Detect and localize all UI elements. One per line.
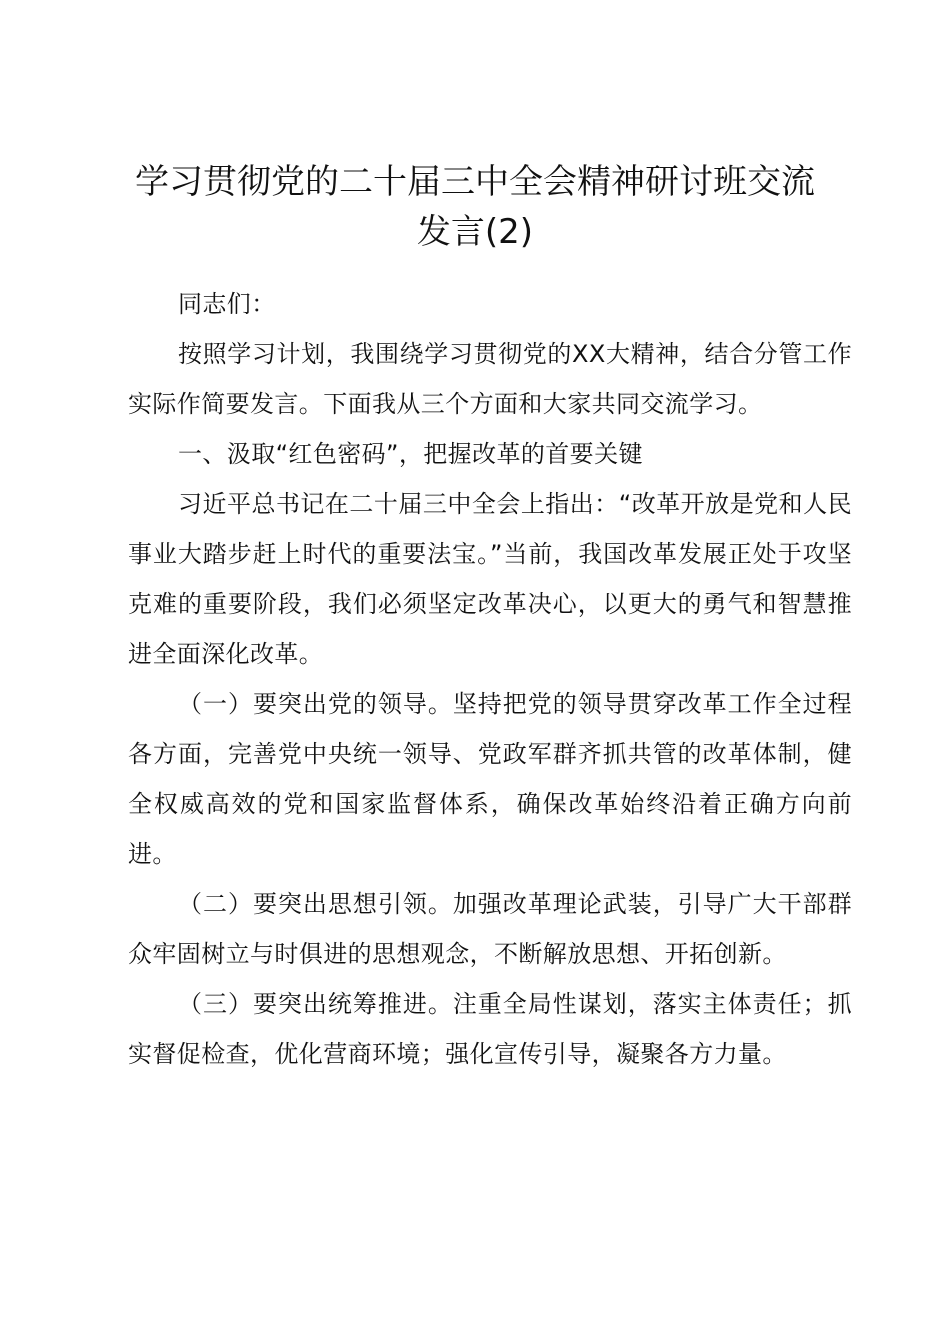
paragraph-point-3: （三）要突出统筹推进。注重全局性谋划，落实主体责任；抓实督促检查，优化营商环境；强化宣传引导，凝聚各方力量。: [128, 990, 852, 1068]
paragraph-intro: 按照学习计划，我围绕学习贯彻党的XX大精神，结合分管工作实际作简要发言。下面我从三个方面和大家共同交流学习。: [128, 340, 852, 418]
paragraph-point-2: （二）要突出思想引领。加强改革理论武装，引导广大干部群众牢固树立与时俱进的思想观念，不断解放思想、开拓创新。: [128, 890, 852, 968]
document-title-line-2: 发言(2): [416, 212, 534, 252]
section-heading-1: 一、汲取“红色密码”，把握改革的首要关键: [178, 440, 643, 468]
paragraph-section-1: 习近平总书记在二十届三中全会上指出：“改革开放是党和人民事业大踏步赶上时代的重要法宝。”当前，我国改革发展正处于攻坚克难的重要阶段，我们必须坚定改革决心，以更大的勇气和智慧推进全面深化改革。: [128, 490, 852, 668]
document-title-line-1: 学习贯彻党的二十届三中全会精神研讨班交流: [135, 162, 815, 202]
salutation: 同志们：: [178, 290, 276, 318]
paragraph-point-1: （一）要突出党的领导。坚持把党的领导贯穿改革工作全过程各方面，完善党中央统一领导、党政军群齐抓共管的改革体制，健全权威高效的党和国家监督体系，确保改革始终沿着正确方向前进。: [128, 690, 852, 868]
document-body: [128, 279, 852, 1079]
